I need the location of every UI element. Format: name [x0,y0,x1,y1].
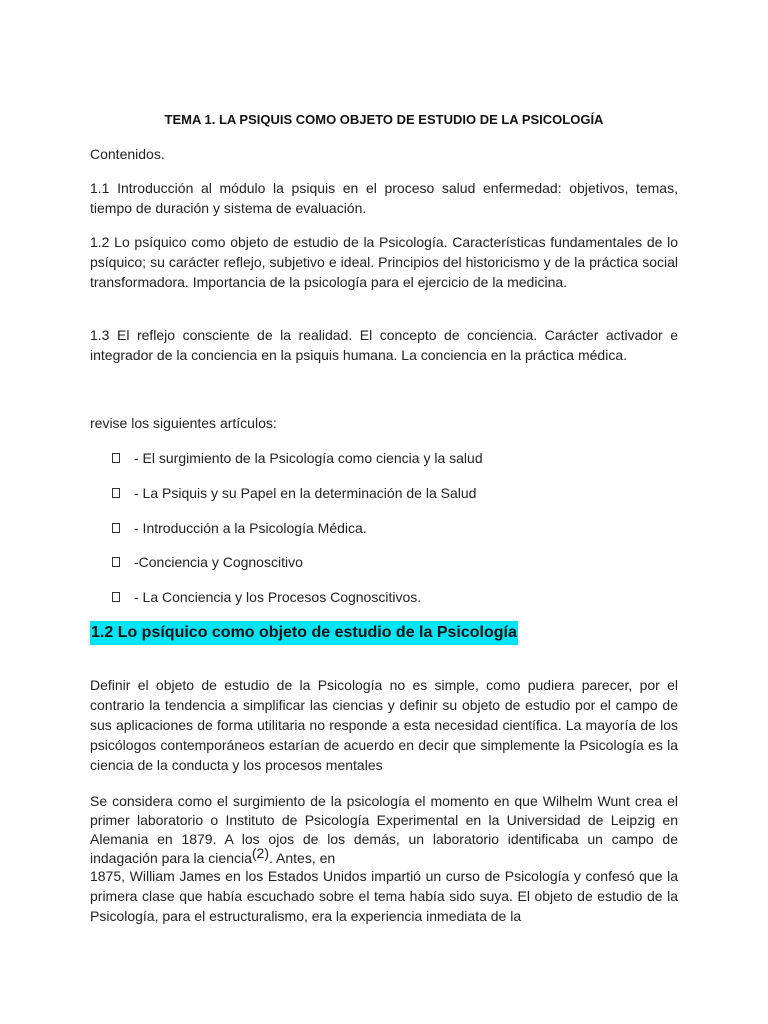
section-paragraph-2 [90,792,678,868]
contents-item-3: 1.3 El reflejo consciente de la realidad. El concepto de conciencia. Carácter activador e integrador de la conciencia en la psiquis humana. La conciencia en la práctica médica. [90,327,678,363]
article-title: - Introducción a la Psicología Médica. [134,519,367,536]
bullet-box-icon [112,557,120,567]
bullet-box-icon [112,592,120,602]
article-title: - La Conciencia y los Procesos Cognoscitivos. [134,589,422,606]
reference-marker: (2) [251,845,270,861]
articles-list [112,448,672,622]
article-title: - La Psiquis y su Papel en la determinación de la Salud [134,484,477,501]
document-title: TEMA 1. LA PSIQUIS COMO OBJETO DE ESTUDIO DE LA PSICOLOGÍA [164,112,604,127]
bullet-box-icon [112,453,120,463]
list-item [112,518,672,538]
contents-item-1: 1.1 Introducción al módulo la psiquis en el proceso salud enfermedad: objetivos, temas, tiempo de duración y sistema de evaluación. [90,180,678,216]
article-title: -Conciencia y Cognoscitivo [134,554,303,571]
section-heading: 1.2 Lo psíquico como objeto de estudio de la Psicología [90,621,518,645]
section-paragraph-2-text: Se considera como el surgimiento de la psicología el momento en que Wilhelm Wunt crea el primer laboratorio o Instituto de Psicología Experimental en la Universidad de Leipzig en Alemania en 1879. A los ojos de los demás, un laboratorio identificaba un campo de indagación para la ciencia [90,793,678,866]
section-paragraph-1: Definir el objeto de estudio de la Psicología no es simple, como pudiera parecer, por el contrario la tendencia a simplificar las ciencias y definir su objeto de estudio por el campo de sus aplicaciones de forma utilitaria no responde a esta necesidad científica. La mayoría de los psicólogos contemporáneos estarían de acuerdo en decir que simplemente la Psicología es la ciencia de la conducta y los procesos mentales [90,677,678,773]
section-paragraph-3: 1875, William James en los Estados Unidos impartió un curso de Psicología y confesó que la primera clase que había escuchado sobre el tema había sido suya. El objeto de estudio de la Psicología, para el estructuralismo, era la experiencia inmediata de la [90,868,678,924]
list-item [112,483,672,503]
list-item [112,448,672,468]
list-item [112,587,672,607]
bullet-box-icon [112,488,120,498]
contents-item-2: 1.2 Lo psíquico como objeto de estudio de la Psicología. Características fundamentales de lo psíquico; su carácter reflejo, subjetivo e ideal. Principios del historicismo y de la práctica social transformadora. Importancia de la psicología para el ejercicio de la medicina. [90,234,678,290]
article-title: - El surgimiento de la Psicología como ciencia y la salud [134,450,483,466]
contents-label: Contenidos. [90,146,165,162]
review-intro: revise los siguientes artículos: [90,415,277,431]
list-item [112,552,672,572]
section-paragraph-2-tail: . Antes, en [269,850,336,866]
bullet-box-icon [112,523,120,533]
